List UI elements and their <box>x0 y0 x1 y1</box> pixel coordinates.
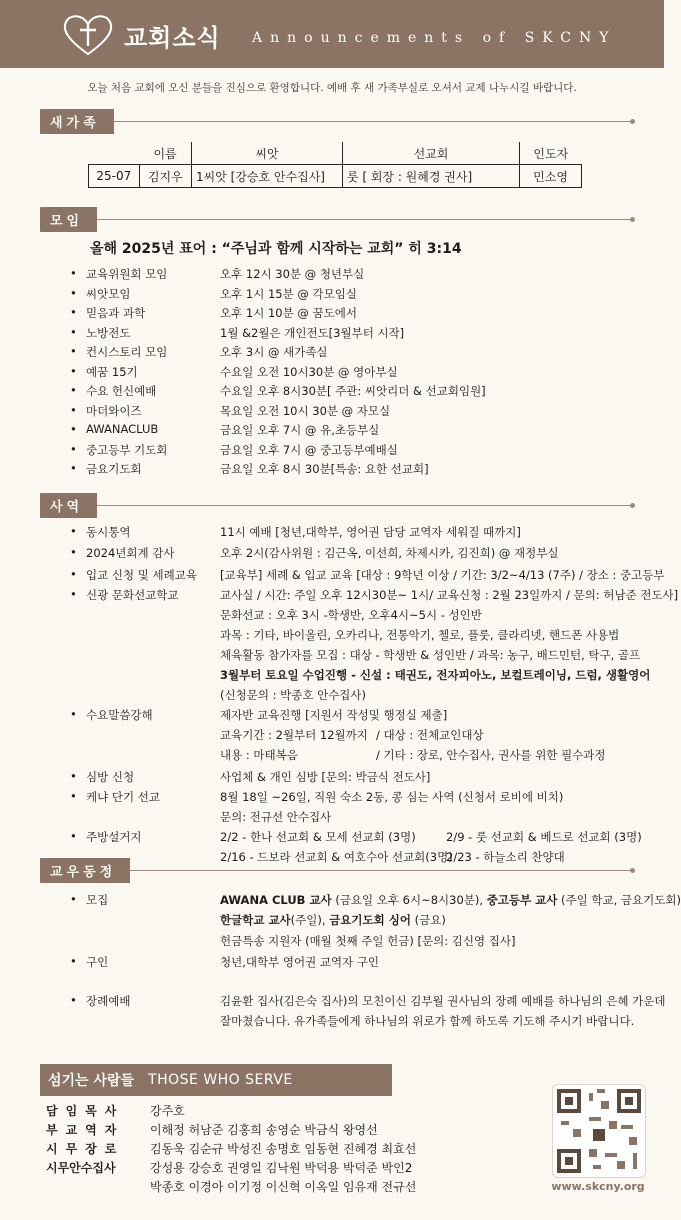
section-newfamily: 새가족 <box>40 109 632 133</box>
header-seed: 씨앗 <box>192 142 343 165</box>
server-row: 박종호 이경아 이기정 이신혁 이옥일 임유재 전규선 <box>150 1180 417 1194</box>
header-name: 이름 <box>139 142 191 165</box>
year-motto: 올해 2025년 표어 : “주님과 함께 시작하는 교회” 히 3:14 <box>90 241 462 257</box>
section-ministry: 사역 <box>40 493 632 517</box>
servers-banner: 섬기는 사람들 THOSE WHO SERVE <box>40 1064 392 1096</box>
website-link[interactable]: www.skcny.org <box>551 1180 645 1193</box>
newfamily-table <box>88 142 582 188</box>
header-leader: 인도자 <box>520 142 582 165</box>
cell-number: 25-07 <box>89 165 140 188</box>
qr-code[interactable] <box>552 1084 646 1178</box>
cell-mission: 룻 [ 회장 : 원혜경 권사] <box>342 165 519 188</box>
header-subtitle: Announcements of SKCNY <box>252 30 617 46</box>
header-banner <box>0 0 664 68</box>
church-heart-logo <box>58 8 118 60</box>
cell-leader: 민소영 <box>520 165 582 188</box>
server-row: 담임목사 강주호 <box>46 1104 185 1118</box>
section-news: 교우동정 <box>40 858 632 882</box>
server-row: 시무장로 김동욱 김순규 박성진 송명호 임동현 진혜경 최효선 <box>46 1142 417 1156</box>
cell-seed: 1씨앗 [강승호 안수집사] <box>192 165 343 188</box>
header-title: 교회소식 <box>124 24 221 52</box>
welcome-message: 오늘 처음 교회에 오신 분들을 진심으로 환영합니다. 예배 후 새 가족부실로 오셔서 교제 나누시길 바랍니다. <box>87 82 577 94</box>
header-mission: 선교회 <box>342 142 519 165</box>
cell-name: 김지우 <box>139 165 191 188</box>
server-row: 시무안수집사 강성용 강승호 권영일 김낙원 박덕용 박덕준 박인2 <box>46 1161 413 1175</box>
server-row: 부교역자 이해정 허남준 김홍희 송영순 박금식 왕영선 <box>46 1123 378 1137</box>
section-gatherings: 모임 <box>40 207 632 231</box>
qr-code-icon <box>553 1085 645 1177</box>
